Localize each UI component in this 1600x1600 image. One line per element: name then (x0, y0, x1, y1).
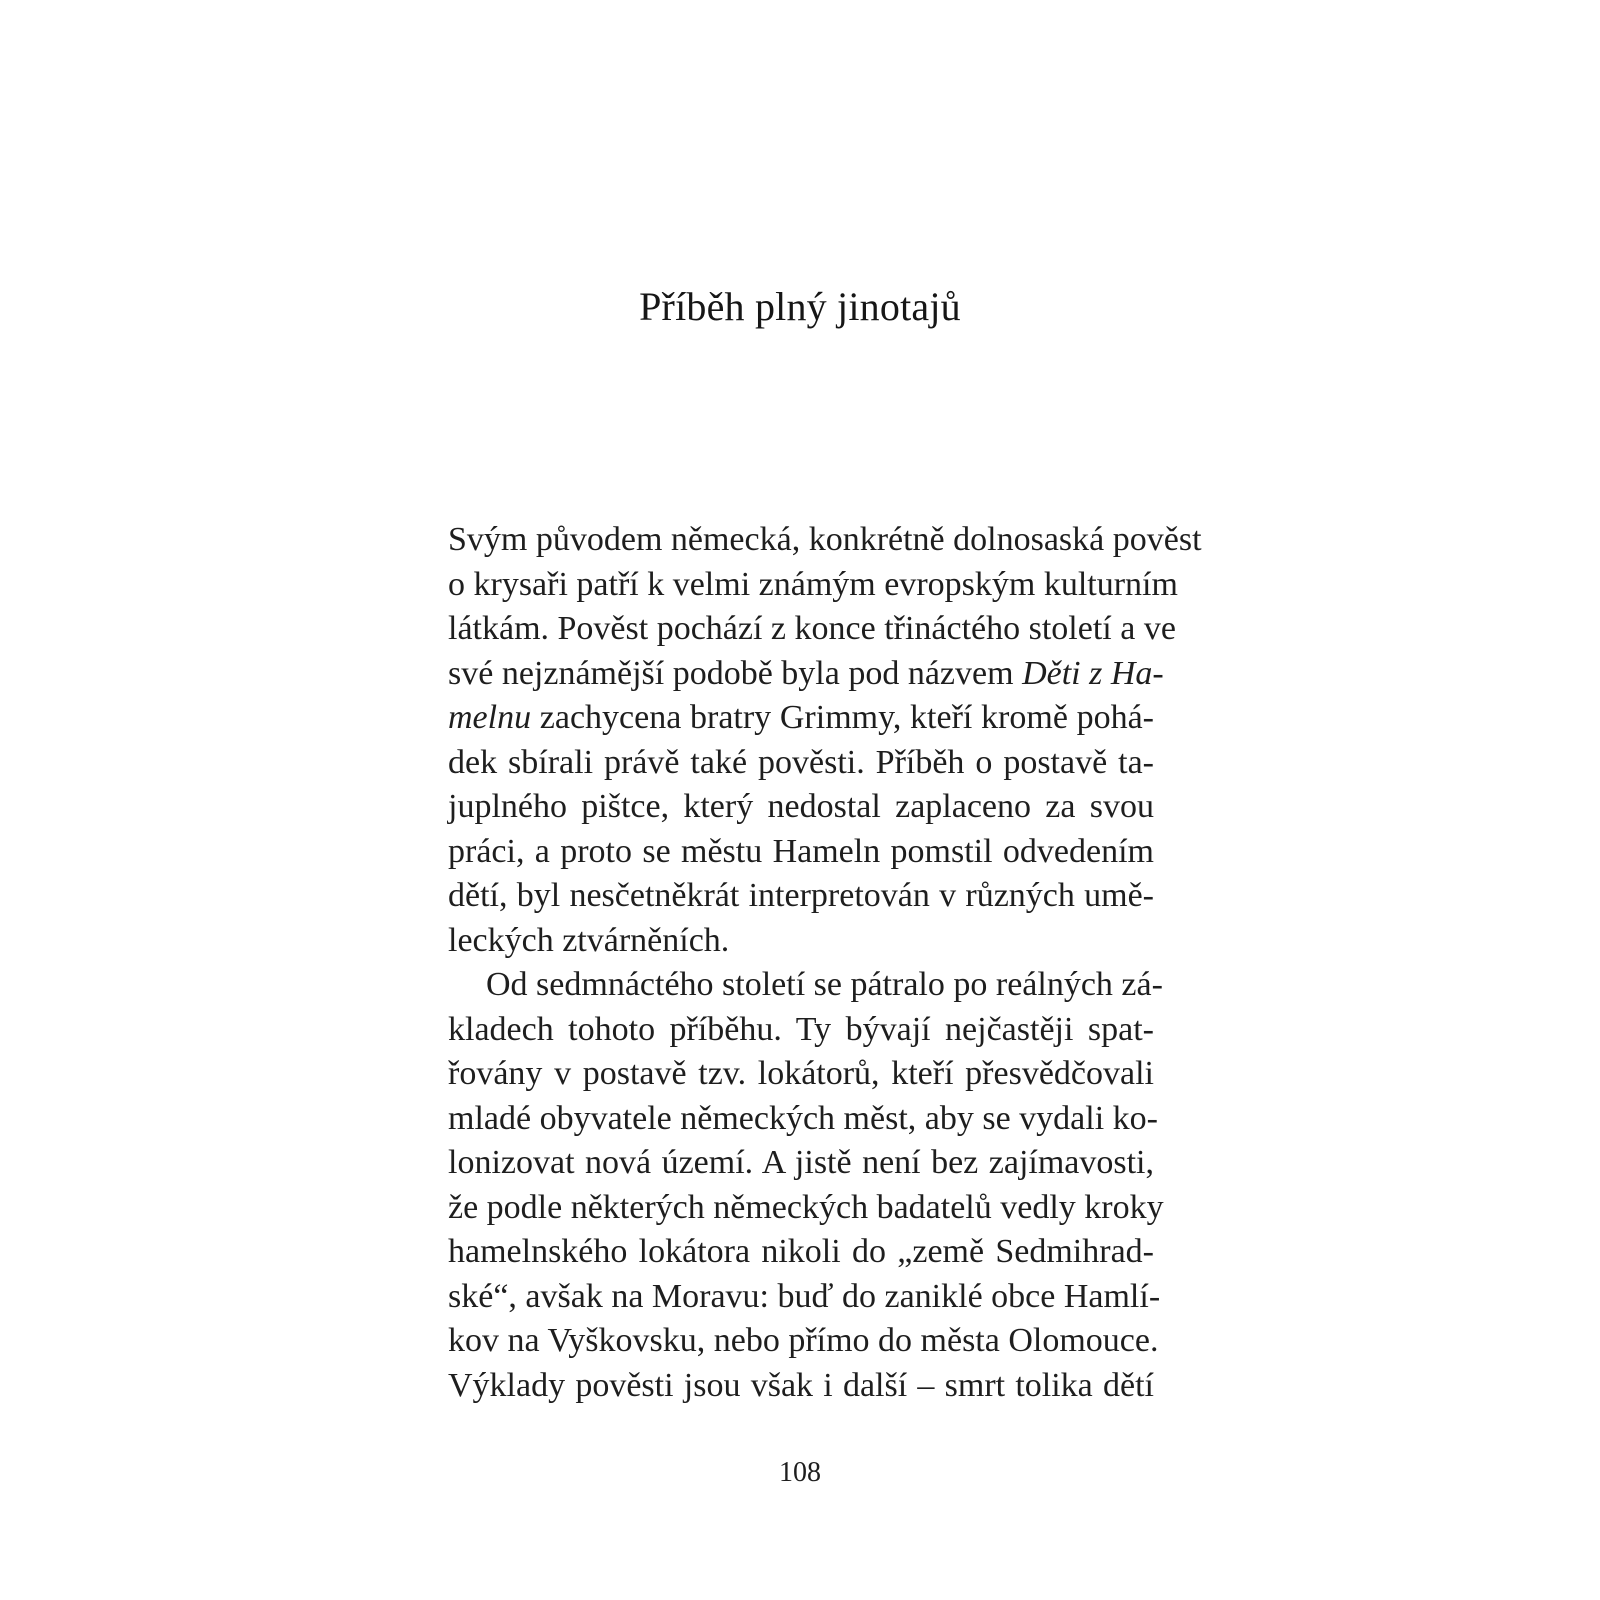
text-segment: své nejznámější podobě byla pod názvem (448, 654, 1023, 692)
body-text (448, 518, 1202, 1408)
text-line: o krysaři patří k velmi známým evropským kulturním (448, 565, 1178, 603)
book-title-italic: Děti z Ha- (1022, 654, 1164, 692)
text-line: ské“, avšak na Moravu: buď do zaniklé obce Hamlí- (448, 1277, 1161, 1315)
chapter-title: Příběh plný jinotajů (639, 284, 961, 329)
text-line: lonizovat nová území. A jistě není bez zajímavosti, (448, 1144, 1154, 1181)
text-line: Od sedmnáctého století se pátralo po reálných zá- (486, 966, 1163, 1003)
text-line: Svým původem německá, konkrétně dolnosaská pověst (448, 521, 1202, 558)
text-line: juplného pištce, který nedostal zaplaceno za svou (448, 788, 1154, 825)
text-line: dek sbírali právě také pověsti. Příběh o postavě ta- (448, 743, 1154, 781)
text-line: práci, a proto se městu Hameln pomstil odvedením (448, 832, 1154, 870)
page-number: 108 (779, 1457, 821, 1488)
text-line: řovány v postavě tzv. lokátorů, kteří přesvědčovali (448, 1055, 1154, 1092)
text-line: mladé obyvatele německých měst, aby se vydali ko- (448, 1099, 1158, 1137)
paragraph-1 (448, 518, 1202, 963)
text-line: Výklady pověsti jsou však i další – smrt tolika dětí (448, 1366, 1154, 1404)
text-line: leckých ztvárněních. (448, 921, 730, 959)
text-line: látkám. Pověst pochází z konce třináctého století a ve (448, 610, 1176, 647)
paragraph-2 (448, 963, 1164, 1408)
text-line: dětí, byl nesčetněkrát interpretován v různých umě- (448, 877, 1154, 914)
text-line: kov na Vyškovsku, nebo přímo do města Olomouce. (448, 1322, 1159, 1359)
text-segment: zachycena bratry Grimmy, kteří kromě pohá- (531, 699, 1154, 736)
book-title-italic: melnu (448, 699, 532, 736)
text-line (448, 652, 1164, 697)
text-line: kladech tohoto příběhu. Ty bývají nejčastěji spat- (448, 1010, 1154, 1048)
text-line: hamelnského lokátora nikoli do „země Sedmihrad- (448, 1233, 1154, 1270)
text-line (448, 696, 1154, 741)
text-line: že podle některých německých badatelů vedly kroky (448, 1188, 1164, 1226)
